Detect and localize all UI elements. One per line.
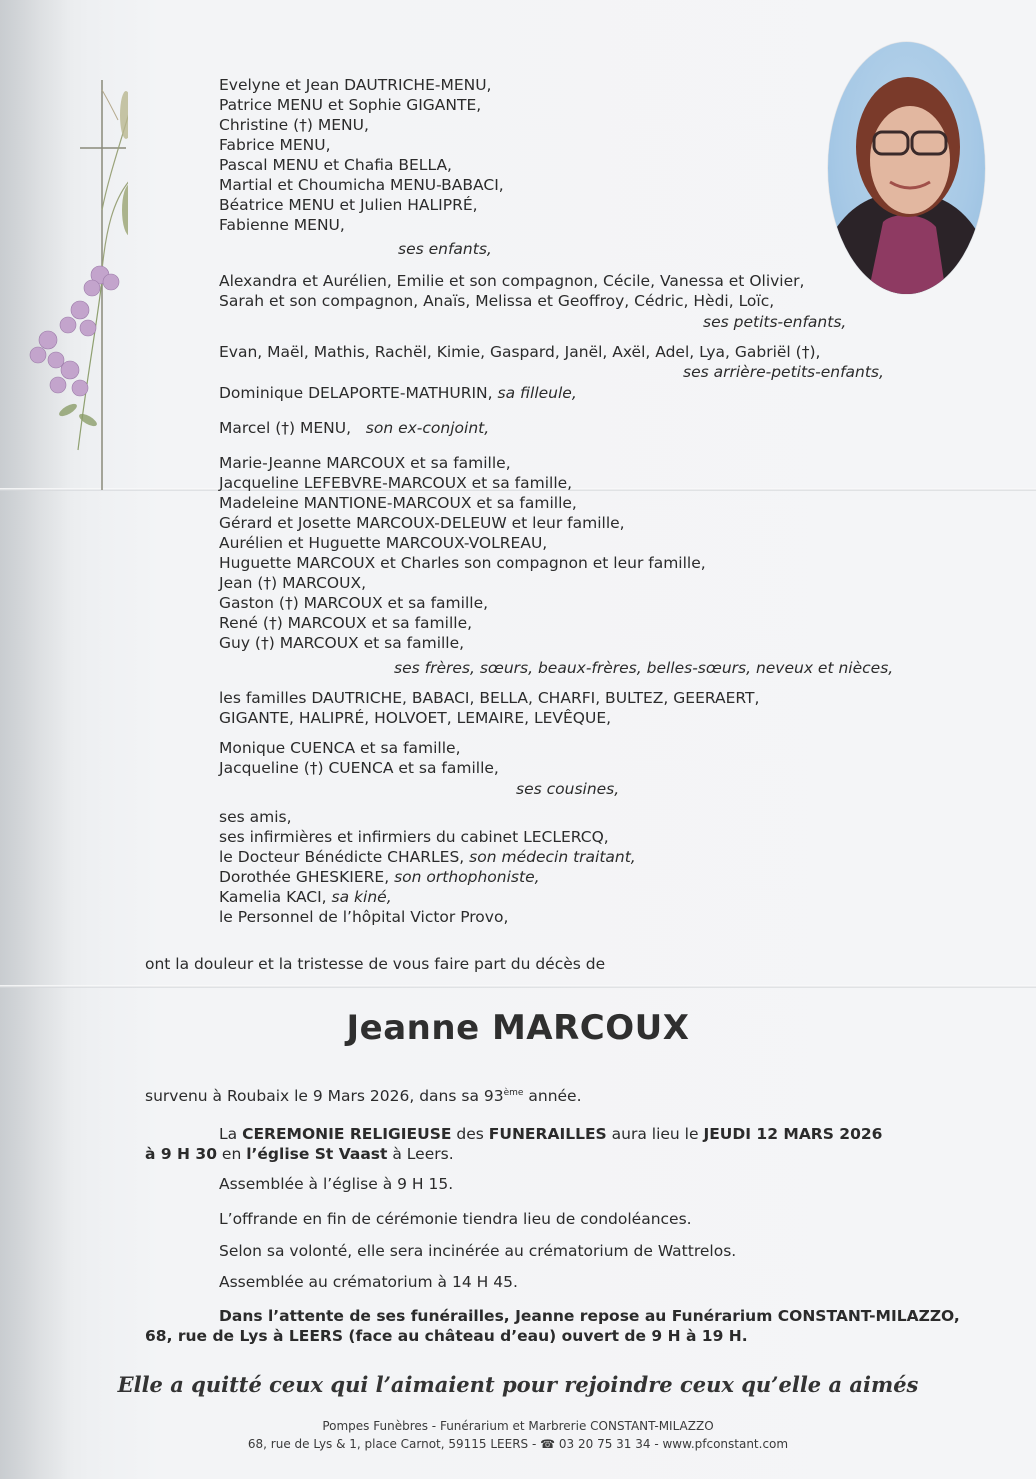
- phone-icon: ☎: [540, 1437, 556, 1451]
- list-item: Marie-Jeanne MARCOUX et sa famille,: [219, 454, 511, 472]
- list-item: [219, 867, 636, 887]
- list-item: Madeleine MANTIONE-MARCOUX et sa famille,: [219, 494, 577, 512]
- repose-line-1: Dans l’attente de ses funérailles, Jeanne repose au Funérarium CONSTANT-MILAZZO,: [219, 1307, 960, 1325]
- grandchildren-list: [219, 271, 804, 311]
- detail-line: Assemblée au crématorium à 14 H 45.: [219, 1273, 518, 1291]
- cousins-caption: ses cousines,: [516, 780, 620, 798]
- deceased-name: Jeanne MARCOUX: [346, 1008, 690, 1048]
- death-details: [145, 1083, 582, 1106]
- ceremony-text: en: [216, 1145, 247, 1163]
- list-item: le Personnel de l’hôpital Victor Provo,: [219, 908, 509, 926]
- ordinal-suffix: ème: [503, 1088, 524, 1098]
- list-item: René (†) MARCOUX et sa famille,: [219, 614, 473, 632]
- ceremony-text: La: [219, 1125, 243, 1143]
- portrait-photo: [828, 42, 985, 294]
- list-item: Sarah et son compagnon, Anaïs, Melissa et Geoffroy, Cédric, Hèdi, Loïc,: [219, 292, 775, 310]
- ex-spouse-caption: son ex-conjoint,: [365, 419, 490, 437]
- ceremony-time: à 9 H 30: [145, 1145, 217, 1163]
- footer-address: 68, rue de Lys & 1, place Carnot, 59115 LEERS -: [247, 1437, 541, 1451]
- detail-line: Selon sa volonté, elle sera incinérée au crématorium de Wattrelos.: [219, 1242, 737, 1260]
- list-item: [219, 847, 636, 867]
- list-item: Patrice MENU et Sophie GIGANTE,: [219, 96, 482, 114]
- list-item: Pascal MENU et Chafia BELLA,: [219, 156, 452, 174]
- goddaughter-name: Dominique DELAPORTE-MATHURIN,: [219, 384, 493, 402]
- list-item: Gaston (†) MARCOUX et sa famille,: [219, 594, 489, 612]
- ceremony-text: aura lieu le: [606, 1125, 704, 1143]
- list-item: Fabienne MENU,: [219, 216, 345, 234]
- closing-quote: Elle a quitté ceux qui l’aimaient pour rejoindre ceux qu’elle a aimés: [117, 1372, 919, 1397]
- list-item: Huguette MARCOUX et Charles son compagnon et leur famille,: [219, 554, 706, 572]
- list-item: Alexandra et Aurélien, Emilie et son compagnon, Cécile, Vanessa et Olivier,: [219, 272, 805, 290]
- children-list: [219, 75, 504, 235]
- list-item: ses amis,: [219, 808, 292, 826]
- speech-therapist-name: Dorothée GHESKIERE,: [219, 868, 390, 886]
- death-details-end: année.: [523, 1087, 582, 1106]
- list-item: Jacqueline LEFEBVRE-MARCOUX et sa famille,: [219, 474, 573, 492]
- footer-phone-web: 03 20 75 31 34 - www.pfconstant.com: [555, 1437, 789, 1451]
- list-item: Gérard et Josette MARCOUX-DELEUW et leur famille,: [219, 514, 625, 532]
- ex-spouse-name: Marcel (†) MENU,: [219, 419, 351, 437]
- physio-name: Kamelia KACI,: [219, 888, 327, 906]
- ceremony-line-1: [219, 1124, 882, 1144]
- siblings-caption: ses frères, sœurs, beaux-frères, belles-sœurs, neveux et nièces,: [394, 659, 894, 677]
- ceremony-line-2: [145, 1144, 454, 1164]
- great-grandchildren-list: Evan, Maël, Mathis, Rachël, Kimie, Gaspard, Janël, Axël, Adel, Lya, Gabriël (†),: [219, 343, 821, 361]
- list-item: Fabrice MENU,: [219, 136, 331, 154]
- ex-spouse-line: [219, 418, 489, 438]
- goddaughter-caption: sa filleule,: [497, 384, 577, 402]
- list-item: Christine (†) MENU,: [219, 116, 369, 134]
- ceremony-text: à Leers.: [387, 1145, 454, 1163]
- list-item: Béatrice MENU et Julien HALIPRÉ,: [219, 196, 478, 214]
- friends-list: [219, 807, 636, 927]
- list-item: GIGANTE, HALIPRÉ, HOLVOET, LEMAIRE, LEVÊQUE,: [219, 709, 612, 727]
- doctor-name: le Docteur Bénédicte CHARLES,: [219, 848, 465, 866]
- list-item: Evelyne et Jean DAUTRICHE-MENU,: [219, 76, 492, 94]
- list-item: Jean (†) MARCOUX,: [219, 574, 367, 592]
- doctor-caption: son médecin traitant,: [469, 848, 636, 866]
- great-grandchildren-caption: ses arrière-petits-enfants,: [683, 363, 884, 381]
- ceremony-place: l’église St Vaast: [246, 1145, 388, 1163]
- cousins-list: [219, 738, 499, 778]
- ceremony-date: JEUDI 12 MARS 2026: [703, 1125, 883, 1143]
- ceremony-text: des: [451, 1125, 489, 1143]
- detail-line: L’offrande en fin de cérémonie tiendra lieu de condoléances.: [219, 1210, 692, 1228]
- death-details-text: survenu à Roubaix le 9 Mars 2026, dans sa 93: [145, 1087, 504, 1106]
- list-item: les familles DAUTRICHE, BABACI, BELLA, CHARFI, BULTEZ, GEERAERT,: [219, 689, 760, 707]
- list-item: ses infirmières et infirmiers du cabinet LECLERCQ,: [219, 828, 609, 846]
- physio-caption: sa kiné,: [331, 888, 392, 906]
- announcement-text: ont la douleur et la tristesse de vous faire part du décès de: [145, 955, 606, 973]
- footer-company: Pompes Funèbres - Funérarium et Marbrerie CONSTANT-MILAZZO: [322, 1419, 714, 1433]
- children-caption: ses enfants,: [398, 240, 492, 258]
- list-item: Monique CUENCA et sa famille,: [219, 739, 461, 757]
- repose-line-2: 68, rue de Lys à LEERS (face au château d’eau) ouvert de 9 H à 19 H.: [145, 1327, 748, 1345]
- ceremony-funerals: FUNERAILLES: [488, 1125, 607, 1143]
- list-item: Martial et Choumicha MENU-BABACI,: [219, 176, 504, 194]
- list-item: [219, 887, 636, 907]
- ceremony-type: CEREMONIE RELIGIEUSE: [242, 1125, 452, 1143]
- detail-line: Assemblée à l’église à 9 H 15.: [219, 1175, 454, 1193]
- cross-and-flowers-icon: [18, 70, 128, 500]
- grandchildren-caption: ses petits-enfants,: [703, 313, 847, 331]
- list-item: Aurélien et Huguette MARCOUX-VOLREAU,: [219, 534, 548, 552]
- siblings-list: [219, 453, 706, 653]
- footer-contact: [0, 1437, 1036, 1451]
- paper-fold: [0, 985, 1036, 988]
- goddaughter-line: [219, 383, 577, 403]
- speech-therapist-caption: son orthophoniste,: [394, 868, 540, 886]
- list-item: Jacqueline (†) CUENCA et sa famille,: [219, 759, 499, 777]
- list-item: Guy (†) MARCOUX et sa famille,: [219, 634, 465, 652]
- families-list: [219, 688, 759, 728]
